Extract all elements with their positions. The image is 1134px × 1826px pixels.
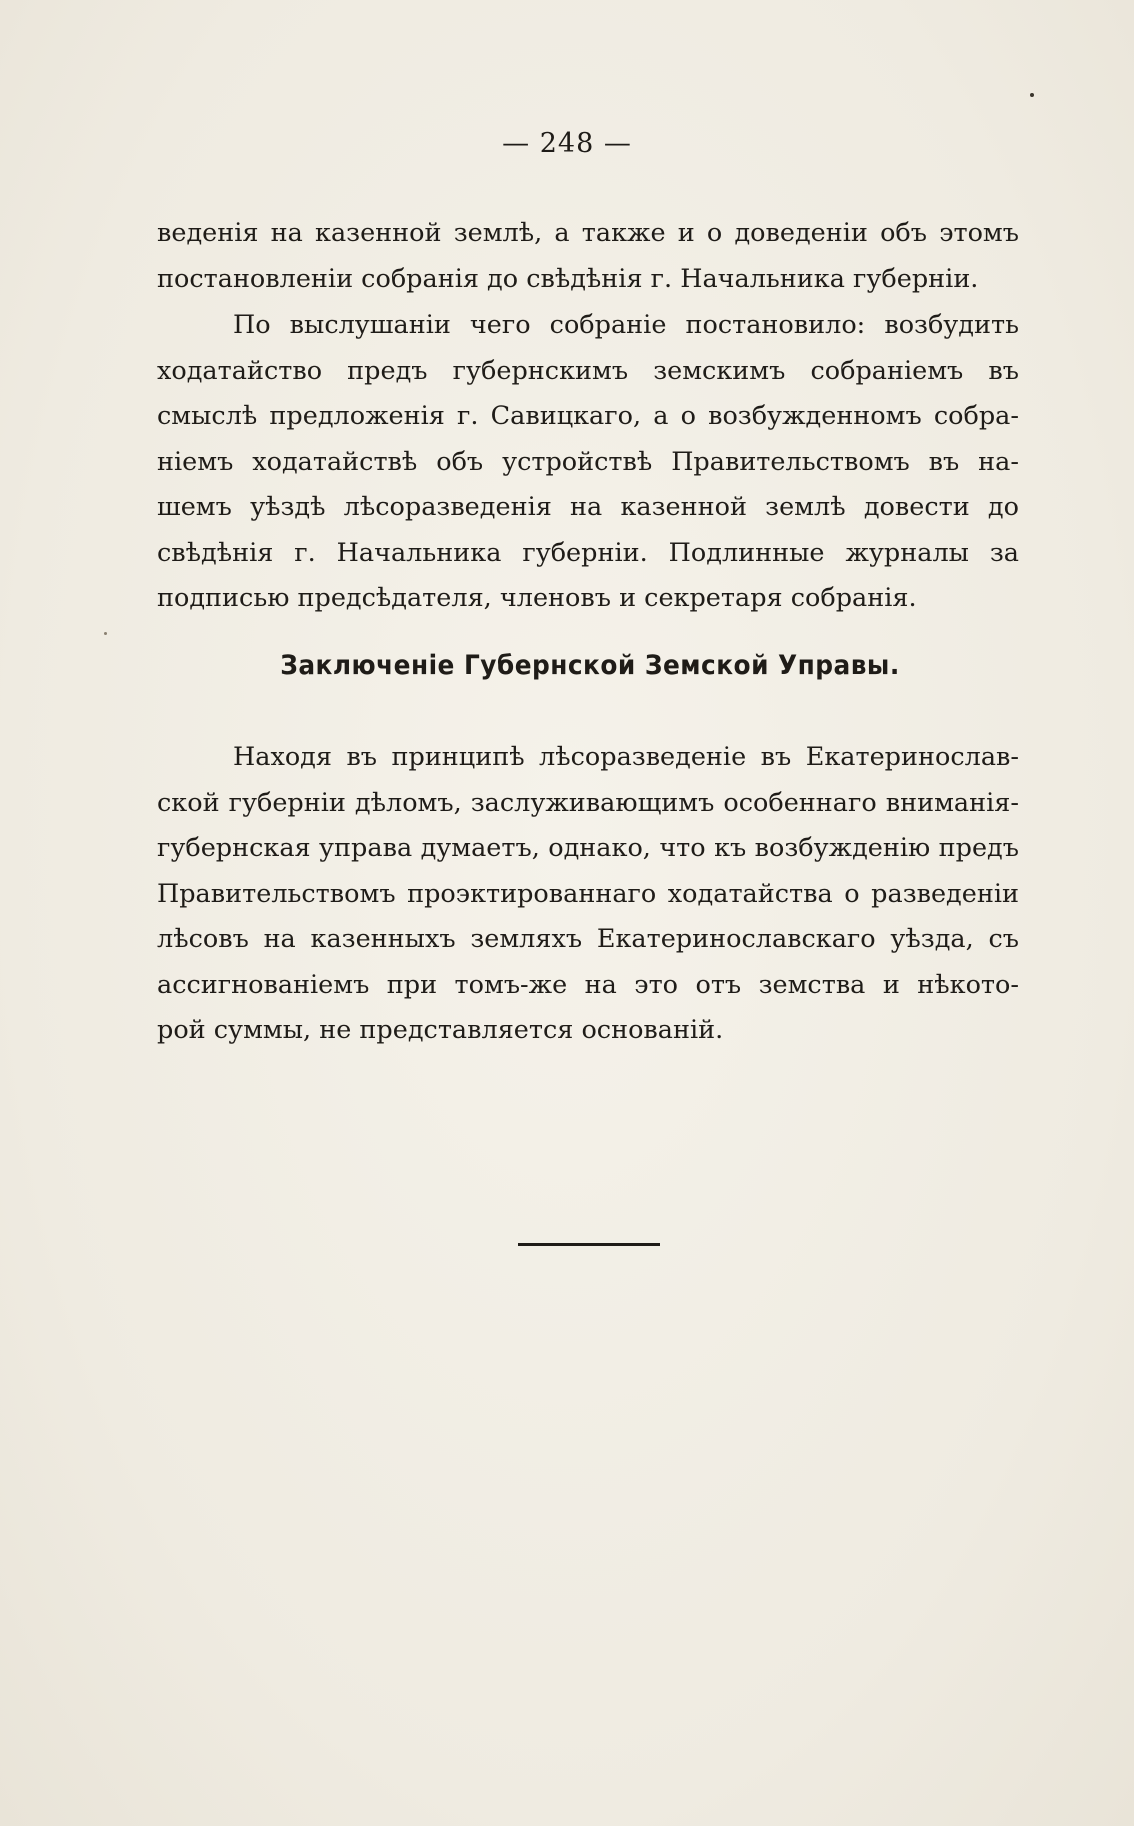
text-line: ассигнованіемъ при томъ-же на это отъ земства и нѣкото-: [157, 969, 1019, 1000]
text-line: рой суммы, не представляется основаній.: [157, 1015, 724, 1045]
text-line: Правительствомъ проэктированнаго ходатайства о разведеніи: [157, 878, 1019, 909]
paragraph-resolution: [157, 303, 1019, 622]
paragraph-continuation: [157, 211, 1019, 302]
section-end-rule: [518, 1243, 660, 1246]
text-line: ской губерніи дѣломъ, заслуживающимъ особеннаго вниманія-: [157, 787, 1019, 818]
text-line: постановленіи собранія до свѣдѣнія г. Начальника губерніи.: [157, 263, 979, 294]
paragraph-conclusion: [157, 735, 1019, 1054]
text-line: По выслушаніи чего собраніе постановило: возбудить: [233, 310, 1019, 340]
text-line: веденія на казенной землѣ, а также и о доведеніи объ этомъ: [157, 218, 1019, 248]
section-heading: Заключеніе Губернской Земской Управы.: [280, 650, 900, 681]
text-line: губернская управа думаетъ, однако, что къ возбужденію предъ: [157, 833, 1019, 863]
text-line: шемъ уѣздѣ лѣсоразведенія на казенной землѣ довести до: [157, 492, 1019, 522]
text-line: смыслѣ предложенія г. Савицкаго, а о возбужденномъ собра-: [157, 401, 1019, 431]
ink-speck: [104, 632, 107, 635]
text-line: ніемъ ходатайствѣ объ устройствѣ Правительствомъ въ на-: [157, 446, 1019, 477]
text-line: свѣдѣнія г. Начальника губерніи. Подлинные журналы за: [157, 537, 1019, 568]
text-line: Находя въ принципѣ лѣсоразведеніе въ Екатеринослав-: [233, 742, 1019, 772]
text-line: подписью предсѣдателя, членовъ и секретаря собранія.: [157, 583, 917, 613]
ink-speck: [1030, 93, 1034, 97]
page-number: — 248 —: [502, 128, 632, 159]
text-line: лѣсовъ на казенныхъ земляхъ Екатеринославскаго уѣзда, съ: [157, 924, 1019, 954]
text-line: ходатайство предъ губернскимъ земскимъ собраніемъ въ: [157, 355, 1019, 386]
